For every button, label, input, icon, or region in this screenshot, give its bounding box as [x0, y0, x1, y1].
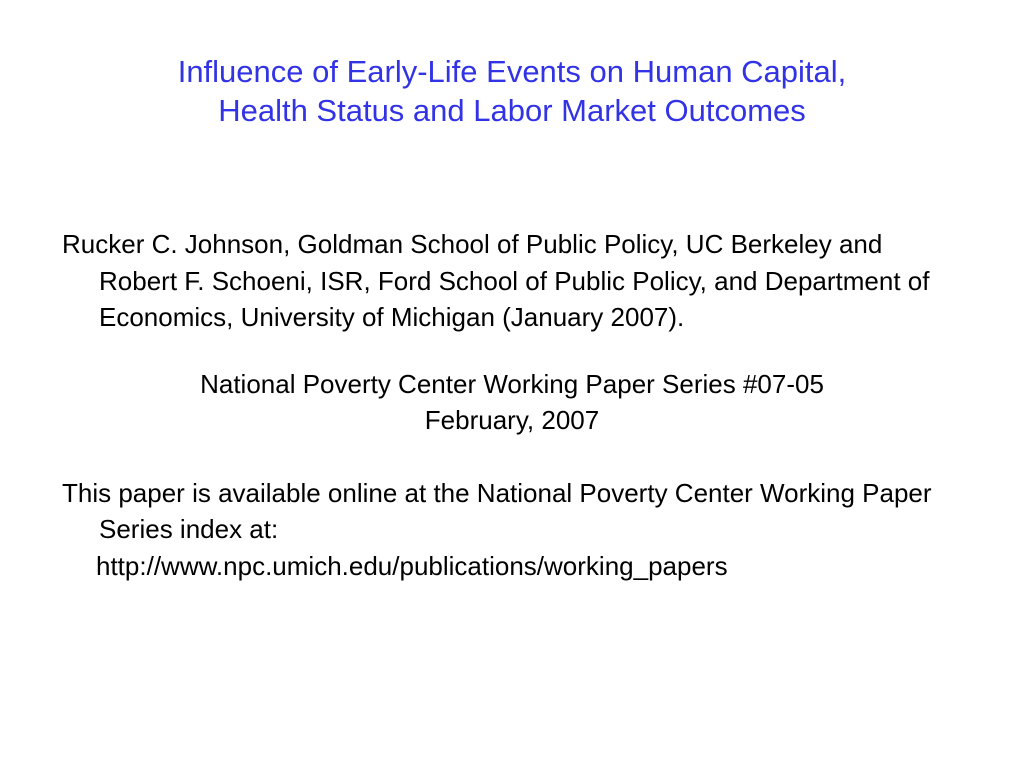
slide-body	[62, 226, 962, 584]
authors-text: Rucker C. Johnson, Goldman School of Public Policy, UC Berkeley and Robert F. Schoeni, ISR, Ford School of Public Policy, and Department of Economics, University of Michigan (January 2007).	[62, 229, 930, 332]
date-text: February, 2007	[424, 405, 600, 435]
slide-title	[40, 52, 984, 130]
availability-text: This paper is available online at the National Poverty Center Working Paper Series index at:	[62, 477, 932, 544]
series-text: National Poverty Center Working Paper Series #07-05	[200, 368, 824, 399]
title-line-2: Health Status and Labor Market Outcomes	[218, 93, 806, 128]
title-line-1: Influence of Early-Life Events on Human Capital,	[177, 54, 847, 89]
url-link[interactable]: http://www.npc.umich.edu/publications/working_papers	[96, 550, 728, 581]
